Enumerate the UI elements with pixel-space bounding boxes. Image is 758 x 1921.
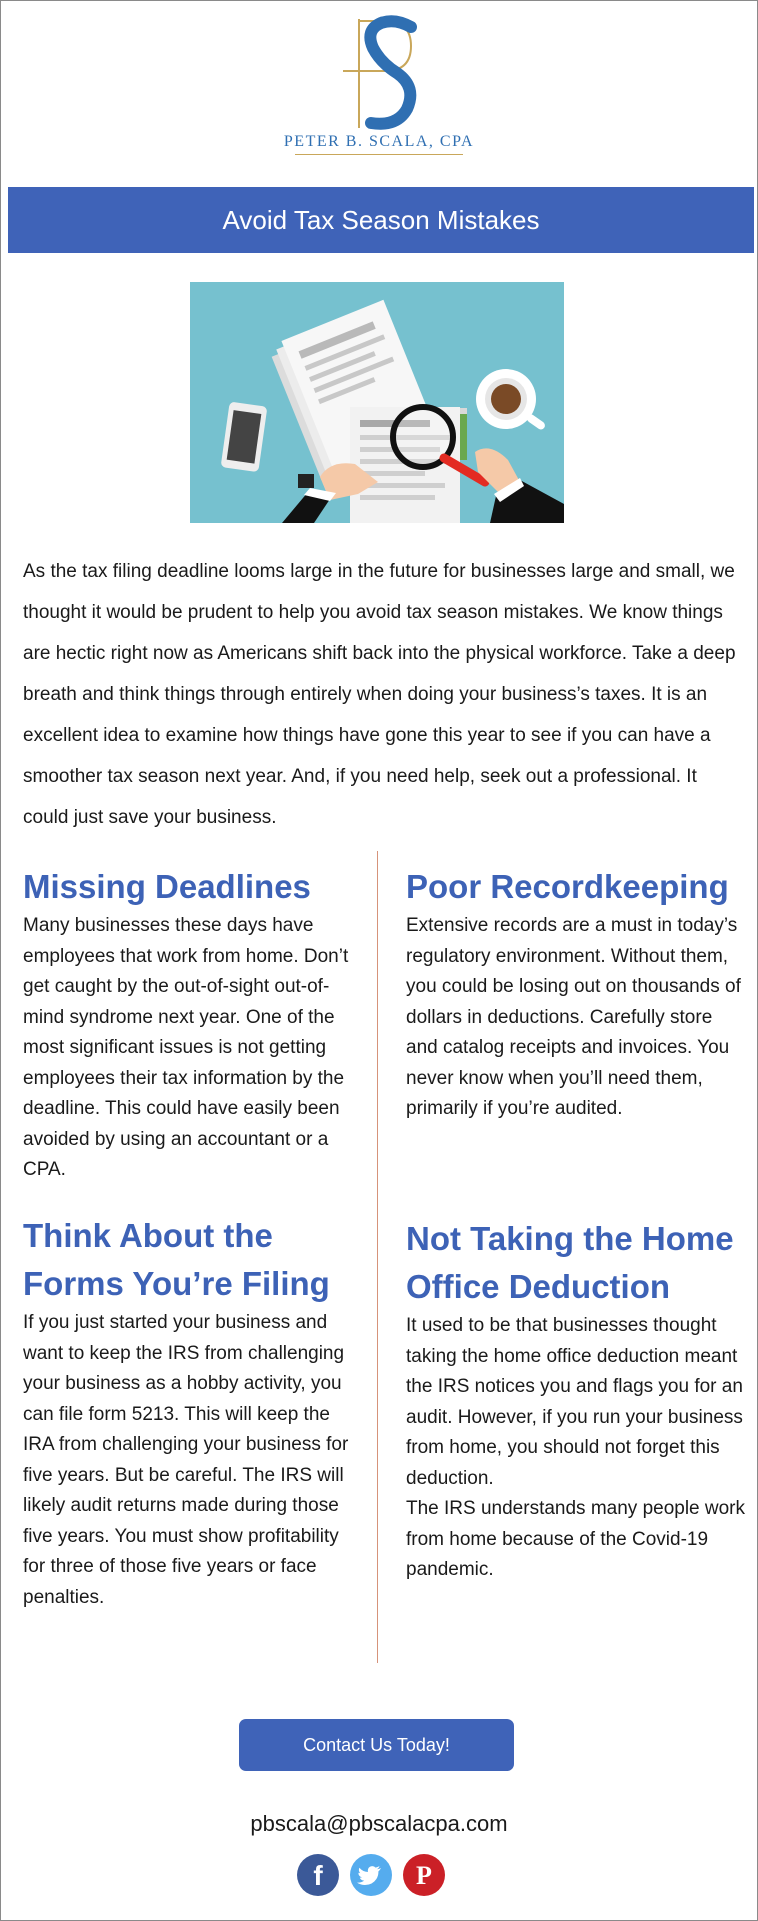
title-banner xyxy=(8,187,754,253)
social-links xyxy=(297,1854,445,1896)
section-home-office-deduction xyxy=(406,1215,746,1586)
section-heading: Not Taking the Home Office Deduction xyxy=(406,1220,734,1305)
contact-us-button[interactable] xyxy=(239,1719,514,1771)
logo-underline xyxy=(295,154,463,155)
column-divider xyxy=(377,851,378,1663)
pinterest-icon[interactable] xyxy=(403,1854,445,1896)
section-body: If you just started your business and want to keep the IRS from challenging your business as a hobby activity, you can file form 5213. This will keep the IRA from challenging your business for five years. But be careful. The IRS will likely audit returns made during those five years. You must show profitability for three of those five years or face penalties. xyxy=(23,1312,349,1608)
banner-title: Avoid Tax Season Mistakes xyxy=(222,204,540,235)
intro-paragraph: As the tax filing deadline looms large in the future for businesses large and small, we thought it would be prudent to help you avoid tax season mistakes. We know things are hectic right now as Americans shift back into the physical workforce. Take a deep breath and think things through entirely when doing your business’s taxes. It is an excellent idea to examine how things have gone this year to see if you can have a smoother tax season next year. And, if you need help, seek out a professional. It could just save your business. xyxy=(23,561,736,828)
contact-email-text: pbscala@pbscalacpa.com xyxy=(250,1811,508,1836)
section-body: It used to be that businesses thought taking the home office deduction meant the IRS notices you and flags you for an audit. However, if you run your business from home, you should not forget this deduction. xyxy=(406,1315,743,1489)
svg-text:P: P xyxy=(416,1861,432,1890)
twitter-icon[interactable] xyxy=(350,1854,392,1896)
contact-email[interactable] xyxy=(1,1811,757,1837)
section-heading: Think About the Forms You’re Filing xyxy=(23,1217,330,1302)
ps-monogram-logo xyxy=(329,15,429,131)
documents-magnifier-illustration xyxy=(190,282,564,523)
section-body: Many businesses these days have employees that work from home. Don’t get caught by the out-of-sight out-of-mind syndrome next year. One of the most significant issues is not getting employees their tax information by the deadline. This could have easily been avoided by using an accountant or a CPA. xyxy=(23,915,349,1180)
contact-us-button-label: Contact Us Today! xyxy=(303,1734,450,1755)
svg-text:f: f xyxy=(313,1860,323,1891)
section-forms-filing xyxy=(23,1212,359,1613)
section-poor-recordkeeping xyxy=(406,863,746,1125)
facebook-icon[interactable] xyxy=(297,1854,339,1896)
section-heading: Poor Recordkeeping xyxy=(406,868,729,905)
section-body: Extensive records are a must in today’s regulatory environment. Without them, you could be losing out on thousands of dollars in deductions. Carefully store and catalog receipts and invoices. You never know when you’ll need them, primarily if you’re audited. xyxy=(406,915,741,1119)
firm-name: PETER B. SCALA, CPA xyxy=(283,133,475,150)
logo xyxy=(1,15,757,155)
section-missing-deadlines xyxy=(23,863,359,1186)
section-body-continued: The IRS understands many people work from home because of the Covid-19 pandemic. xyxy=(406,1498,746,1580)
section-heading: Missing Deadlines xyxy=(23,868,311,905)
